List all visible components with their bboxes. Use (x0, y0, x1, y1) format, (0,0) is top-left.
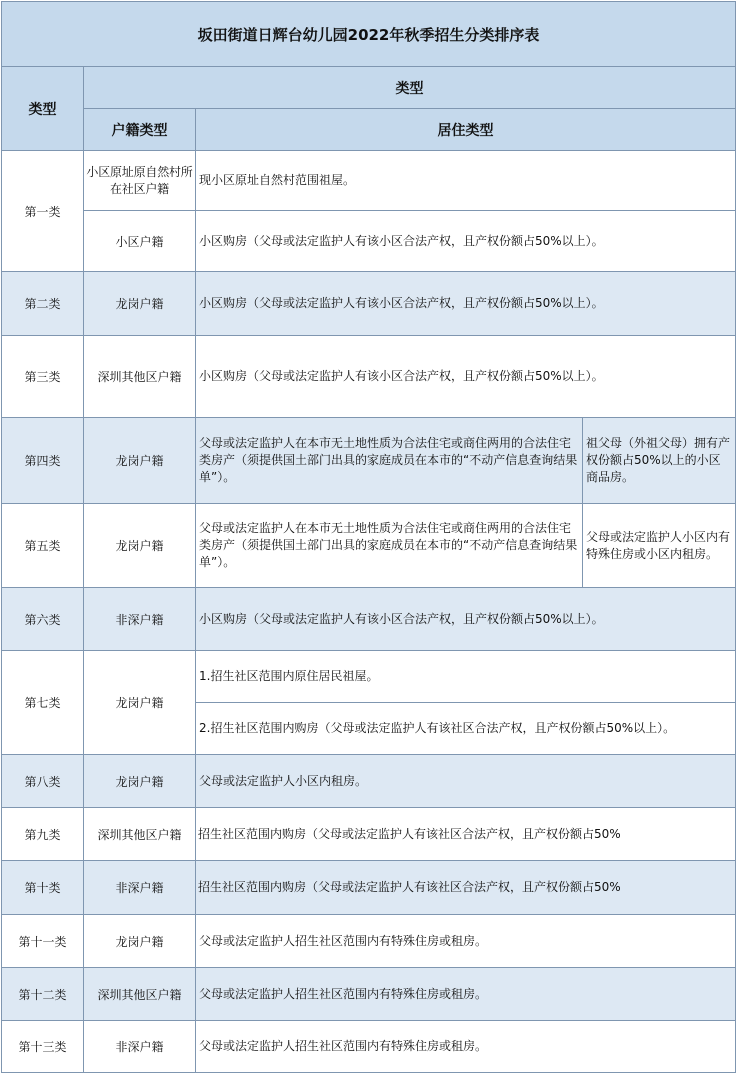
hukou-cell: 龙岗户籍 (84, 915, 196, 968)
hukou-cell: 龙岗户籍 (84, 418, 196, 504)
category-label: 第八类 (2, 755, 84, 808)
category-label: 第九类 (2, 808, 84, 861)
residence-cell: 招生社区范围内购房（父母或法定监护人有该社区合法产权，且产权份额占50% (196, 861, 736, 915)
residence-cell: 小区购房（父母或法定监护人有该小区合法产权，且产权份额占50%以上）。 (196, 588, 736, 651)
category-label: 第七类 (2, 651, 84, 755)
residence-extra-cell: 父母或法定监护人小区内有特殊住房或小区内租房。 (583, 504, 736, 588)
header-row-1 (2, 67, 736, 109)
hukou-cell: 深圳其他区户籍 (84, 336, 196, 418)
residence-cell: 小区购房（父母或法定监护人有该小区合法产权，且产权份额占50%以上）。 (196, 272, 736, 336)
header-hukou: 户籍类型 (84, 109, 196, 151)
table-row (2, 861, 736, 915)
residence-cell: 父母或法定监护人在本市无土地性质为合法住宅或商住两用的合法住宅类房产（须提供国土部门出具的家庭成员在本市的“不动产信息查询结果单”）。 (196, 418, 583, 504)
hukou-cell: 非深户籍 (84, 861, 196, 915)
table-row (2, 588, 736, 651)
hukou-cell: 龙岗户籍 (84, 651, 196, 755)
residence-cell: 父母或法定监护人在本市无土地性质为合法住宅或商住两用的合法住宅类房产（须提供国土部门出具的家庭成员在本市的“不动产信息查询结果单”）。 (196, 504, 583, 588)
residence-cell: 父母或法定监护人招生社区范围内有特殊住房或租房。 (196, 968, 736, 1021)
table-row (2, 651, 736, 703)
residence-cell: 父母或法定监护人招生社区范围内有特殊住房或租房。 (196, 1021, 736, 1073)
category-label: 第十一类 (2, 915, 84, 968)
category-label: 第十三类 (2, 1021, 84, 1073)
enrollment-table (1, 1, 736, 1073)
table-row (2, 272, 736, 336)
table-row (2, 808, 736, 861)
hukou-cell: 龙岗户籍 (84, 504, 196, 588)
hukou-cell: 小区原址原自然村所在社区户籍 (84, 151, 196, 211)
page-title: 坂田街道日辉台幼儿园2022年秋季招生分类排序表 (2, 2, 736, 67)
hukou-cell: 龙岗户籍 (84, 755, 196, 808)
category-label: 第四类 (2, 418, 84, 504)
residence-cell: 小区购房（父母或法定监护人有该小区合法产权，且产权份额占50%以上）。 (196, 211, 736, 272)
table-row (2, 151, 736, 211)
header-residence: 居住类型 (196, 109, 736, 151)
hukou-cell: 深圳其他区户籍 (84, 808, 196, 861)
residence-cell: 父母或法定监护人招生社区范围内有特殊住房或租房。 (196, 915, 736, 968)
category-label: 第十二类 (2, 968, 84, 1021)
hukou-cell: 龙岗户籍 (84, 272, 196, 336)
table-row (2, 755, 736, 808)
hukou-cell: 非深户籍 (84, 588, 196, 651)
table-row (2, 915, 736, 968)
category-label: 第六类 (2, 588, 84, 651)
table-row (2, 211, 736, 272)
category-label: 第一类 (2, 151, 84, 272)
residence-cell: 1.招生社区范围内原住居民祖屋。 (196, 651, 736, 703)
table-row (2, 968, 736, 1021)
category-label: 第三类 (2, 336, 84, 418)
table-row (2, 504, 736, 588)
residence-cell: 父母或法定监护人小区内租房。 (196, 755, 736, 808)
category-label: 第十类 (2, 861, 84, 915)
residence-cell: 2.招生社区范围内购房（父母或法定监护人有该社区合法产权，且产权份额占50%以上）。 (196, 703, 736, 755)
residence-cell: 招生社区范围内购房（父母或法定监护人有该社区合法产权，且产权份额占50% (196, 808, 736, 861)
header-type-group: 类型 (84, 67, 736, 109)
table-row (2, 1021, 736, 1073)
hukou-cell: 深圳其他区户籍 (84, 968, 196, 1021)
category-label: 第五类 (2, 504, 84, 588)
residence-extra-cell: 祖父母（外祖父母）拥有产权份额占50%以上的小区商品房。 (583, 418, 736, 504)
category-label: 第二类 (2, 272, 84, 336)
header-row-2 (2, 109, 736, 151)
residence-cell: 小区购房（父母或法定监护人有该小区合法产权，且产权份额占50%以上）。 (196, 336, 736, 418)
title-row (2, 2, 736, 67)
hukou-cell: 小区户籍 (84, 211, 196, 272)
residence-cell: 现小区原址自然村范围祖屋。 (196, 151, 736, 211)
table-row (2, 336, 736, 418)
header-type: 类型 (2, 67, 84, 151)
table-row (2, 418, 736, 504)
hukou-cell: 非深户籍 (84, 1021, 196, 1073)
